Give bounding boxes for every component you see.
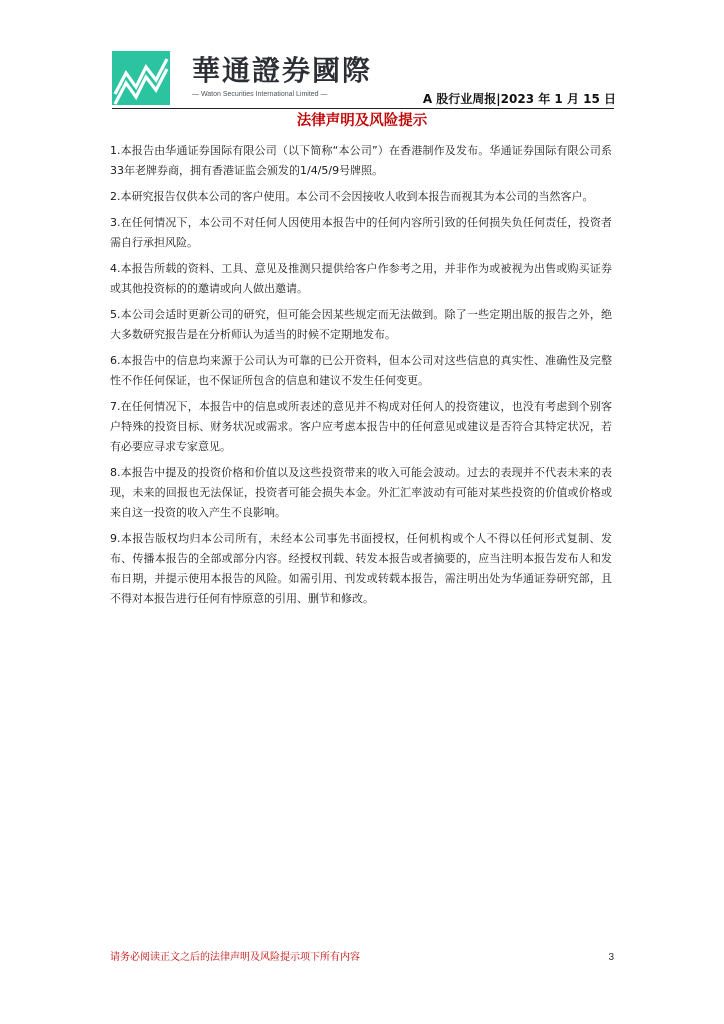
disclaimer-paragraph-7: 7.在任何情况下，本报告中的信息或所表述的意见并不构成对任何人的投资建议，也没有考虑到个别客户特殊的投资目标、财务状况或需求。客户应考虑本报告中的任何意见或建议是否符合其特定状况，若有必要应寻求专家意见。 <box>110 400 612 453</box>
disclaimer-paragraph-6: 6.本报告中的信息均来源于公司认为可靠的已公开资料，但本公司对这些信息的真实性、准确性及完整性不作任何保证，也不保证所包含的信息和建议不发生任何变更。 <box>110 354 612 387</box>
disclaimer-paragraph-2: 2.本研究报告仅供本公司的客户使用。本公司不会因接收人收到本报告而视其为本公司的当然客户。 <box>110 190 594 203</box>
disclaimer-paragraph-4: 4.本报告所载的资料、工具、意见及推测只提供给客户作参考之用，并非作为或被视为出售或购买证券或其他投资标的的邀请或向人做出邀请。 <box>110 262 612 295</box>
disclaimer-paragraph-8: 8.本报告中提及的投资价格和价值以及这些投资带来的收入可能会波动。过去的表现并不代表未来的表现，未来的回报也无法保证，投资者可能会损失本金。外汇汇率波动有可能对某些投资的价值或价格或来自这一投资的收入产生不良影响。 <box>110 466 612 519</box>
page-number: 3 <box>608 952 614 963</box>
section-title: 法律声明及风险提示 <box>296 113 428 129</box>
company-logo <box>112 51 373 105</box>
disclaimer-body <box>110 141 612 615</box>
disclaimer-paragraph-3: 3.在任何情况下，本公司不对任何人因使用本报告中的任何内容所引致的任何损失负任何责任，投资者需自行承担风险。 <box>110 216 612 249</box>
header-divider <box>112 108 614 109</box>
logo-english-name: — Waton Securities International Limited — <box>192 91 328 98</box>
report-type-date: A 股行业周报|2023 年 1 月 15 日 <box>422 92 616 106</box>
footer-disclaimer-note: 请务必阅读正文之后的法律声明及风险提示项下所有内容 <box>110 952 360 963</box>
disclaimer-paragraph-1: 1.本报告由华通证券国际有限公司（以下简称“本公司”）在香港制作及发布。华通证券国际有限公司系33年老牌券商，拥有香港证监会颁发的1/4/5/9号牌照。 <box>110 144 612 177</box>
disclaimer-paragraph-5: 5.本公司会适时更新公司的研究，但可能会因某些规定而无法做到。除了一些定期出版的报告之外，绝大多数研究报告是在分析师认为适当的时候不定期地发布。 <box>110 308 612 341</box>
logo-chinese-name: 華通證券國際 <box>192 54 373 87</box>
disclaimer-paragraph-9: 9.本报告版权均归本公司所有，未经本公司事先书面授权，任何机构或个人不得以任何形式复制、发布、传播本报告的全部或部分内容。经授权刊载、转发本报告或者摘要的，应当注明本报告发布人和发布日期，并提示使用本报告的风险。如需引用、刊发或转载本报告，需注明出处为华通证券研究部，且不得对本报告进行任何有悖原意的引用、删节和修改。 <box>110 532 612 605</box>
logo-chart-icon <box>112 51 170 105</box>
